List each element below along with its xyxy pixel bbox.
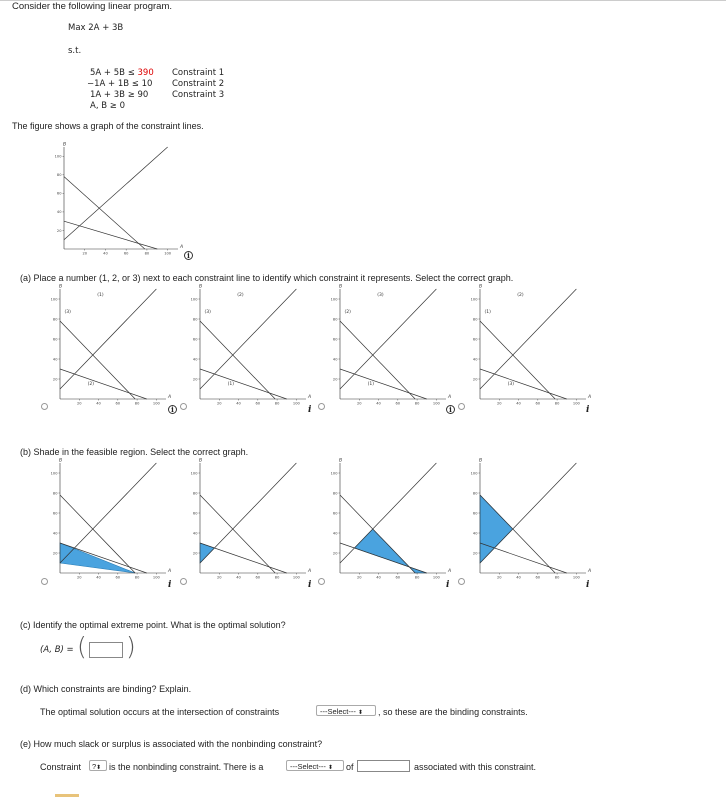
y-tick-label: 40 — [332, 357, 338, 362]
x-tick-label: 80 — [134, 401, 140, 406]
y-tick-label: 100 — [470, 297, 478, 302]
slack-surplus-select[interactable]: ---Select--- ⬍ — [286, 760, 344, 771]
x-tick-label: 20 — [216, 575, 222, 580]
x-axis-label: A — [308, 569, 312, 574]
part-a-question: (a) Place a number (1, 2, or 3) next to each constraint line to identify which constraint it represents. Select the correct graph. — [20, 273, 514, 283]
y-tick-label: 20 — [332, 551, 338, 556]
y-tick-label: 20 — [472, 377, 478, 382]
y-tick-label: 80 — [56, 173, 62, 178]
x-tick-label: 100 — [572, 575, 580, 580]
part-d-text-1: The optimal solution occurs at the intersection of constraints — [40, 707, 280, 717]
x-tick-label: 80 — [554, 401, 560, 406]
y-tick-label: 20 — [52, 551, 58, 556]
constraint-line-1 — [340, 495, 415, 573]
y-tick-label: 60 — [192, 337, 198, 342]
x-axis-label: A — [168, 569, 172, 574]
x-tick-label: 60 — [395, 401, 401, 406]
y-tick-label: 100 — [190, 297, 198, 302]
info-icon[interactable]: i — [586, 405, 590, 415]
x-tick-label: 60 — [395, 575, 401, 580]
x-tick-label: 100 — [432, 575, 440, 580]
y-tick-label: 40 — [56, 210, 62, 215]
part-a-option-1-radio[interactable] — [41, 403, 48, 410]
constraint-line-1 — [60, 321, 135, 399]
x-tick-label: 40 — [516, 575, 521, 580]
constraint-line-3 — [60, 369, 147, 399]
constraint-line-label: (1) — [484, 310, 491, 315]
part-e-question: (e) How much slack or surplus is associated with the nonbinding constraint? — [20, 739, 323, 749]
x-tick-label: 20 — [76, 575, 82, 580]
x-tick-label: 80 — [414, 401, 420, 406]
constraint-line-label: (2) — [517, 293, 524, 298]
info-icon[interactable]: i — [446, 580, 450, 590]
part-a-option-2-graph — [188, 282, 312, 408]
y-tick-label: 80 — [332, 491, 338, 496]
part-e-text-3: of — [346, 762, 354, 772]
y-tick-label: 80 — [332, 317, 338, 322]
x-axis-label: A — [308, 395, 312, 400]
constraint-line-1 — [200, 321, 275, 399]
x-tick-label: 60 — [255, 401, 261, 406]
y-tick-label: 80 — [192, 491, 198, 496]
y-axis-label: B — [199, 284, 203, 290]
constraint-2-lhs: −1A + 1B ≤ 10 — [87, 79, 153, 89]
info-icon[interactable]: i — [308, 405, 312, 415]
y-axis-label: B — [479, 458, 483, 464]
y-axis-label: B — [479, 284, 483, 290]
x-axis-label: A — [168, 395, 172, 400]
part-c-question: (c) Identify the optimal extreme point. What is the optimal solution? — [20, 620, 286, 630]
feasible-region — [200, 543, 214, 563]
y-tick-label: 80 — [472, 491, 478, 496]
x-tick-label: 80 — [414, 575, 420, 580]
constraint-line-label: (3) — [507, 382, 515, 387]
y-tick-label: 40 — [472, 357, 478, 362]
y-tick-label: 80 — [192, 317, 198, 322]
constraint-line-label: (3) — [204, 310, 211, 315]
y-tick-label: 100 — [330, 297, 338, 302]
x-axis-label: A — [448, 395, 452, 400]
x-axis-label: A — [588, 395, 592, 400]
x-tick-label: 40 — [103, 251, 108, 256]
y-tick-label: 60 — [332, 511, 338, 516]
x-tick-label: 100 — [572, 401, 580, 406]
constraint-line-1 — [64, 177, 145, 249]
y-axis-label: B — [59, 284, 63, 290]
x-tick-label: 40 — [96, 401, 101, 406]
x-tick-label: 60 — [255, 575, 261, 580]
slack-amount-input[interactable] — [357, 760, 410, 772]
constraint-1-name: Constraint 1 — [172, 68, 225, 78]
x-tick-label: 40 — [236, 401, 241, 406]
part-d-question: (d) Which constraints are binding? Explain. — [20, 684, 192, 694]
y-tick-label: 60 — [52, 511, 58, 516]
intro-text: Consider the following linear program. — [12, 1, 172, 12]
x-tick-label: 100 — [164, 251, 172, 256]
y-tick-label: 60 — [472, 511, 478, 516]
x-tick-label: 20 — [496, 401, 502, 406]
part-b-option-1-graph — [48, 456, 172, 582]
x-axis-label: A — [180, 245, 184, 250]
y-tick-label: 100 — [50, 471, 58, 476]
y-tick-label: 100 — [50, 297, 58, 302]
y-axis-label: B — [63, 142, 67, 148]
y-tick-label: 40 — [192, 531, 198, 536]
part-a-option-1-graph — [48, 282, 172, 408]
x-tick-label: 100 — [292, 575, 300, 580]
part-b-option-2-radio[interactable] — [180, 578, 187, 585]
part-b-option-2-graph — [188, 456, 312, 582]
part-a-option-4-radio[interactable] — [458, 403, 465, 410]
info-icon[interactable]: i — [168, 405, 177, 414]
part-b-option-1-radio[interactable] — [41, 578, 48, 585]
x-tick-label: 40 — [376, 575, 381, 580]
objective: Max 2A + 3B — [68, 23, 124, 33]
constraint-line-1 — [340, 321, 415, 399]
x-tick-label: 80 — [144, 251, 150, 256]
constraint-line-3 — [340, 369, 427, 399]
x-tick-label: 20 — [496, 575, 502, 580]
y-axis-label: B — [199, 458, 203, 464]
x-tick-label: 20 — [356, 575, 362, 580]
x-tick-label: 40 — [516, 401, 521, 406]
optimal-solution-input[interactable] — [89, 642, 123, 658]
x-tick-label: 100 — [152, 401, 160, 406]
binding-constraints-select[interactable]: ---Select--- ⬍ — [316, 705, 376, 716]
y-tick-label: 100 — [190, 471, 198, 476]
part-d-text-2: , so these are the binding constraints. — [378, 707, 528, 717]
y-tick-label: 40 — [332, 531, 338, 536]
x-axis-label: A — [448, 569, 452, 574]
y-axis-label: B — [339, 284, 343, 290]
part-e-text-4: associated with this constraint. — [414, 762, 537, 772]
x-tick-label: 100 — [292, 401, 300, 406]
y-tick-label: 60 — [56, 191, 62, 196]
constraint-line-label: (1) — [227, 382, 235, 387]
y-tick-label: 60 — [192, 511, 198, 516]
constraint-line-label: (2) — [237, 293, 244, 298]
constraint-line-label: (3) — [64, 310, 71, 315]
part-a-option-4-graph — [468, 282, 592, 408]
y-tick-label: 20 — [192, 551, 198, 556]
part-e-text-2: is the nonbinding constraint. There is a — [109, 762, 264, 772]
constraint-line-3 — [64, 221, 157, 249]
info-icon[interactable]: i — [168, 580, 172, 590]
left-paren: ( — [77, 632, 87, 661]
constraint-line-label: (2) — [87, 382, 95, 387]
constraint-3-lhs: 1A + 3B ≥ 90 — [90, 90, 149, 100]
constraint-line-1 — [200, 495, 275, 573]
part-b-option-3-radio[interactable] — [318, 578, 325, 585]
nonbinding-constraint-select[interactable]: ?⬍ — [89, 760, 107, 771]
info-icon[interactable]: i — [184, 251, 193, 260]
x-tick-label: 80 — [274, 401, 280, 406]
part-e-text-1: Constraint — [40, 762, 82, 772]
x-tick-label: 80 — [554, 575, 560, 580]
x-tick-label: 60 — [115, 575, 121, 580]
x-tick-label: 60 — [535, 575, 541, 580]
y-tick-label: 20 — [332, 377, 338, 382]
part-b-option-4-radio[interactable] — [458, 578, 465, 585]
y-tick-label: 20 — [52, 377, 58, 382]
y-tick-label: 20 — [56, 228, 62, 233]
info-icon[interactable]: i — [308, 580, 312, 590]
constraint-graph — [52, 140, 184, 258]
part-b-option-4-graph — [468, 456, 592, 582]
right-paren: ) — [126, 632, 136, 661]
y-tick-label: 60 — [52, 337, 58, 342]
info-icon[interactable]: i — [446, 405, 455, 414]
y-tick-label: 60 — [472, 337, 478, 342]
y-tick-label: 40 — [472, 531, 478, 536]
constraint-line-label: (3) — [377, 293, 384, 298]
part-b-option-3-graph — [328, 456, 452, 582]
x-tick-label: 80 — [134, 575, 140, 580]
y-tick-label: 100 — [330, 471, 338, 476]
y-axis-label: B — [59, 458, 63, 464]
constraint-line-3 — [480, 543, 567, 573]
x-tick-label: 100 — [152, 575, 160, 580]
part-a-option-3-graph — [328, 282, 452, 408]
y-tick-label: 40 — [52, 531, 58, 536]
feasible-region — [354, 529, 426, 573]
x-tick-label: 20 — [82, 251, 88, 256]
feasible-region — [60, 543, 135, 573]
x-axis-label: A — [588, 569, 592, 574]
figure-caption: The figure shows a graph of the constraint lines. — [12, 121, 204, 131]
y-tick-label: 80 — [472, 317, 478, 322]
x-tick-label: 20 — [76, 401, 82, 406]
x-tick-label: 40 — [96, 575, 101, 580]
y-axis-label: B — [339, 458, 343, 464]
x-tick-label: 20 — [216, 401, 222, 406]
y-tick-label: 20 — [472, 551, 478, 556]
x-tick-label: 20 — [356, 401, 362, 406]
constraint-line-3 — [200, 369, 287, 399]
constraint-line-1 — [480, 321, 555, 399]
part-a-option-3-radio[interactable] — [318, 403, 325, 410]
info-icon[interactable]: i — [586, 580, 590, 590]
constraint-line-3 — [480, 369, 567, 399]
x-tick-label: 60 — [123, 251, 129, 256]
y-tick-label: 100 — [54, 154, 62, 159]
part-a-option-2-radio[interactable] — [180, 403, 187, 410]
x-tick-label: 40 — [236, 575, 241, 580]
ab-label: (A, B) = — [40, 645, 74, 655]
y-tick-label: 40 — [192, 357, 198, 362]
x-tick-label: 60 — [535, 401, 541, 406]
constraint-line-3 — [200, 543, 287, 573]
x-tick-label: 80 — [274, 575, 280, 580]
st-label: s.t. — [68, 46, 82, 56]
y-tick-label: 100 — [470, 471, 478, 476]
x-tick-label: 40 — [376, 401, 381, 406]
nonneg: A, B ≥ 0 — [90, 101, 125, 111]
y-tick-label: 60 — [332, 337, 338, 342]
x-tick-label: 100 — [432, 401, 440, 406]
y-tick-label: 80 — [52, 491, 58, 496]
y-tick-label: 20 — [192, 377, 198, 382]
part-b-question: (b) Shade in the feasible region. Select the correct graph. — [20, 447, 249, 457]
y-tick-label: 80 — [52, 317, 58, 322]
constraint-line-label: (1) — [367, 382, 375, 387]
x-tick-label: 60 — [115, 401, 121, 406]
constraint-3-name: Constraint 3 — [172, 90, 225, 100]
constraint-1-lhs: 5A + 5B ≤ 390 — [90, 68, 154, 78]
y-tick-label: 40 — [52, 357, 58, 362]
constraint-line-label: (2) — [344, 310, 351, 315]
constraint-line-label: (1) — [97, 293, 104, 298]
constraint-2-name: Constraint 2 — [172, 79, 225, 89]
